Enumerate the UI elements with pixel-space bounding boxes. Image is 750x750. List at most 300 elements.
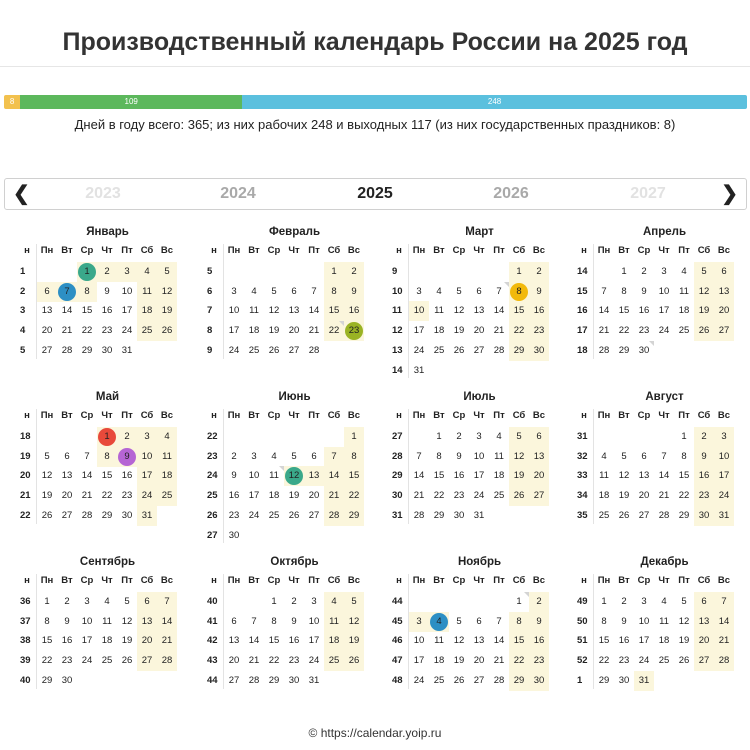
day-cell[interactable] — [674, 282, 694, 302]
day-cell[interactable] — [224, 506, 244, 526]
day-cell[interactable] — [264, 321, 284, 341]
day-cell[interactable] — [634, 341, 654, 361]
day-cell[interactable] — [674, 466, 694, 486]
day-cell[interactable] — [344, 321, 364, 341]
day-cell[interactable] — [157, 486, 177, 506]
day-cell[interactable] — [509, 671, 529, 691]
day-cell[interactable] — [429, 506, 449, 526]
day-cell[interactable] — [694, 427, 714, 447]
day-cell[interactable] — [654, 592, 674, 612]
day-cell[interactable] — [409, 486, 429, 506]
day-cell[interactable] — [324, 282, 344, 302]
day-cell[interactable] — [634, 282, 654, 302]
day-cell[interactable] — [674, 612, 694, 632]
day-cell[interactable] — [304, 651, 324, 671]
day-cell[interactable] — [654, 651, 674, 671]
day-cell[interactable] — [409, 651, 429, 671]
day-cell[interactable] — [77, 651, 97, 671]
day-cell[interactable] — [694, 262, 714, 282]
day-cell[interactable] — [137, 301, 157, 321]
day-cell[interactable] — [594, 301, 614, 321]
day-cell[interactable] — [224, 282, 244, 302]
day-cell[interactable] — [489, 651, 509, 671]
day-cell[interactable] — [594, 612, 614, 632]
day-cell[interactable] — [509, 651, 529, 671]
day-cell[interactable] — [409, 341, 429, 361]
day-cell[interactable] — [97, 651, 117, 671]
day-cell[interactable] — [674, 427, 694, 447]
day-cell[interactable] — [224, 466, 244, 486]
day-cell[interactable] — [429, 486, 449, 506]
day-cell[interactable] — [529, 592, 549, 612]
day-cell[interactable] — [674, 262, 694, 282]
day-cell[interactable] — [284, 631, 304, 651]
day-cell[interactable] — [77, 301, 97, 321]
day-cell[interactable] — [634, 612, 654, 632]
day-cell[interactable] — [344, 447, 364, 467]
day-cell[interactable] — [264, 592, 284, 612]
day-cell[interactable] — [117, 466, 137, 486]
day-cell[interactable] — [117, 612, 137, 632]
day-cell[interactable] — [409, 361, 429, 381]
day-cell[interactable] — [304, 612, 324, 632]
day-cell[interactable] — [244, 447, 264, 467]
day-cell[interactable] — [674, 447, 694, 467]
day-cell[interactable] — [614, 612, 634, 632]
day-cell[interactable] — [157, 301, 177, 321]
day-cell[interactable] — [594, 341, 614, 361]
day-cell[interactable] — [37, 486, 57, 506]
day-cell[interactable] — [344, 282, 364, 302]
day-cell[interactable] — [224, 526, 244, 546]
day-cell[interactable] — [244, 631, 264, 651]
day-cell[interactable] — [489, 612, 509, 632]
day-cell[interactable] — [344, 631, 364, 651]
day-cell[interactable] — [449, 486, 469, 506]
day-cell[interactable] — [509, 262, 529, 282]
day-cell[interactable] — [614, 301, 634, 321]
day-cell[interactable] — [137, 447, 157, 467]
day-cell[interactable] — [449, 301, 469, 321]
day-cell[interactable] — [529, 282, 549, 302]
day-cell[interactable] — [324, 612, 344, 632]
day-cell[interactable] — [634, 506, 654, 526]
day-cell[interactable] — [634, 466, 654, 486]
day-cell[interactable] — [594, 486, 614, 506]
day-cell[interactable] — [264, 447, 284, 467]
day-cell[interactable] — [469, 427, 489, 447]
day-cell[interactable] — [77, 447, 97, 467]
day-cell[interactable] — [529, 466, 549, 486]
day-cell[interactable] — [674, 592, 694, 612]
day-cell[interactable] — [344, 427, 364, 447]
day-cell[interactable] — [594, 321, 614, 341]
day-cell[interactable] — [529, 447, 549, 467]
day-cell[interactable] — [509, 592, 529, 612]
day-cell[interactable] — [137, 592, 157, 612]
day-cell[interactable] — [614, 262, 634, 282]
day-cell[interactable] — [97, 341, 117, 361]
day-cell[interactable] — [97, 301, 117, 321]
day-cell[interactable] — [224, 301, 244, 321]
day-cell[interactable] — [344, 486, 364, 506]
day-cell[interactable] — [509, 282, 529, 302]
day-cell[interactable] — [117, 651, 137, 671]
day-cell[interactable] — [284, 592, 304, 612]
day-cell[interactable] — [449, 321, 469, 341]
day-cell[interactable] — [77, 592, 97, 612]
day-cell[interactable] — [264, 486, 284, 506]
day-cell[interactable] — [77, 612, 97, 632]
day-cell[interactable] — [264, 466, 284, 486]
day-cell[interactable] — [634, 301, 654, 321]
day-cell[interactable] — [157, 282, 177, 302]
day-cell[interactable] — [594, 506, 614, 526]
day-cell[interactable] — [614, 671, 634, 691]
day-cell[interactable] — [469, 282, 489, 302]
day-cell[interactable] — [449, 466, 469, 486]
day-cell[interactable] — [244, 671, 264, 691]
day-cell[interactable] — [284, 466, 304, 486]
day-cell[interactable] — [137, 282, 157, 302]
day-cell[interactable] — [304, 631, 324, 651]
day-cell[interactable] — [57, 651, 77, 671]
day-cell[interactable] — [654, 282, 674, 302]
day-cell[interactable] — [37, 671, 57, 691]
day-cell[interactable] — [284, 447, 304, 467]
day-cell[interactable] — [344, 612, 364, 632]
day-cell[interactable] — [117, 447, 137, 467]
day-cell[interactable] — [714, 612, 734, 632]
day-cell[interactable] — [244, 466, 264, 486]
day-cell[interactable] — [304, 506, 324, 526]
day-cell[interactable] — [117, 321, 137, 341]
day-cell[interactable] — [344, 301, 364, 321]
day-cell[interactable] — [117, 486, 137, 506]
day-cell[interactable] — [714, 592, 734, 612]
year-tab-2023[interactable]: 2023 — [85, 185, 121, 202]
day-cell[interactable] — [37, 282, 57, 302]
day-cell[interactable] — [714, 282, 734, 302]
day-cell[interactable] — [97, 321, 117, 341]
day-cell[interactable] — [654, 466, 674, 486]
day-cell[interactable] — [244, 321, 264, 341]
day-cell[interactable] — [409, 631, 429, 651]
day-cell[interactable] — [529, 321, 549, 341]
day-cell[interactable] — [137, 506, 157, 526]
day-cell[interactable] — [304, 671, 324, 691]
day-cell[interactable] — [304, 592, 324, 612]
day-cell[interactable] — [77, 466, 97, 486]
day-cell[interactable] — [449, 671, 469, 691]
day-cell[interactable] — [634, 631, 654, 651]
day-cell[interactable] — [489, 486, 509, 506]
day-cell[interactable] — [264, 506, 284, 526]
day-cell[interactable] — [57, 301, 77, 321]
year-tab-2027[interactable]: 2027 — [630, 185, 666, 202]
day-cell[interactable] — [284, 506, 304, 526]
day-cell[interactable] — [449, 447, 469, 467]
day-cell[interactable] — [529, 486, 549, 506]
day-cell[interactable] — [157, 466, 177, 486]
day-cell[interactable] — [244, 341, 264, 361]
day-cell[interactable] — [489, 671, 509, 691]
day-cell[interactable] — [634, 262, 654, 282]
day-cell[interactable] — [694, 631, 714, 651]
day-cell[interactable] — [117, 631, 137, 651]
day-cell[interactable] — [594, 466, 614, 486]
day-cell[interactable] — [489, 282, 509, 302]
day-cell[interactable] — [489, 301, 509, 321]
day-cell[interactable] — [324, 262, 344, 282]
day-cell[interactable] — [304, 321, 324, 341]
day-cell[interactable] — [344, 262, 364, 282]
day-cell[interactable] — [37, 321, 57, 341]
day-cell[interactable] — [529, 427, 549, 447]
day-cell[interactable] — [509, 631, 529, 651]
day-cell[interactable] — [244, 612, 264, 632]
day-cell[interactable] — [654, 301, 674, 321]
day-cell[interactable] — [409, 671, 429, 691]
day-cell[interactable] — [244, 301, 264, 321]
day-cell[interactable] — [37, 466, 57, 486]
day-cell[interactable] — [77, 506, 97, 526]
day-cell[interactable] — [117, 282, 137, 302]
day-cell[interactable] — [77, 341, 97, 361]
day-cell[interactable] — [117, 301, 137, 321]
day-cell[interactable] — [117, 262, 137, 282]
day-cell[interactable] — [509, 466, 529, 486]
day-cell[interactable] — [614, 592, 634, 612]
day-cell[interactable] — [304, 486, 324, 506]
day-cell[interactable] — [284, 282, 304, 302]
day-cell[interactable] — [614, 506, 634, 526]
day-cell[interactable] — [529, 671, 549, 691]
day-cell[interactable] — [714, 262, 734, 282]
day-cell[interactable] — [614, 341, 634, 361]
day-cell[interactable] — [57, 592, 77, 612]
day-cell[interactable] — [37, 612, 57, 632]
day-cell[interactable] — [97, 592, 117, 612]
day-cell[interactable] — [97, 466, 117, 486]
day-cell[interactable] — [57, 341, 77, 361]
day-cell[interactable] — [324, 447, 344, 467]
day-cell[interactable] — [694, 447, 714, 467]
year-tab-2024[interactable]: 2024 — [220, 185, 256, 202]
day-cell[interactable] — [157, 427, 177, 447]
day-cell[interactable] — [694, 282, 714, 302]
day-cell[interactable] — [469, 447, 489, 467]
day-cell[interactable] — [57, 631, 77, 651]
day-cell[interactable] — [449, 506, 469, 526]
day-cell[interactable] — [264, 341, 284, 361]
day-cell[interactable] — [409, 466, 429, 486]
day-cell[interactable] — [614, 486, 634, 506]
day-cell[interactable] — [594, 592, 614, 612]
day-cell[interactable] — [529, 612, 549, 632]
day-cell[interactable] — [97, 506, 117, 526]
source-link[interactable]: © https://calendar.yoip.ru — [308, 726, 442, 740]
day-cell[interactable] — [77, 321, 97, 341]
day-cell[interactable] — [634, 486, 654, 506]
day-cell[interactable] — [509, 612, 529, 632]
day-cell[interactable] — [137, 427, 157, 447]
day-cell[interactable] — [489, 341, 509, 361]
day-cell[interactable] — [674, 301, 694, 321]
day-cell[interactable] — [634, 671, 654, 691]
day-cell[interactable] — [284, 671, 304, 691]
day-cell[interactable] — [429, 631, 449, 651]
day-cell[interactable] — [654, 506, 674, 526]
day-cell[interactable] — [97, 486, 117, 506]
day-cell[interactable] — [614, 631, 634, 651]
day-cell[interactable] — [344, 506, 364, 526]
day-cell[interactable] — [37, 631, 57, 651]
day-cell[interactable] — [489, 447, 509, 467]
day-cell[interactable] — [137, 631, 157, 651]
day-cell[interactable] — [157, 262, 177, 282]
day-cell[interactable] — [324, 486, 344, 506]
day-cell[interactable] — [509, 321, 529, 341]
day-cell[interactable] — [244, 282, 264, 302]
day-cell[interactable] — [77, 486, 97, 506]
day-cell[interactable] — [97, 447, 117, 467]
day-cell[interactable] — [529, 301, 549, 321]
day-cell[interactable] — [594, 282, 614, 302]
day-cell[interactable] — [614, 466, 634, 486]
day-cell[interactable] — [429, 466, 449, 486]
day-cell[interactable] — [449, 631, 469, 651]
day-cell[interactable] — [714, 447, 734, 467]
next-year-arrow-icon[interactable]: ❯ — [721, 183, 738, 205]
day-cell[interactable] — [117, 592, 137, 612]
day-cell[interactable] — [137, 612, 157, 632]
day-cell[interactable] — [714, 301, 734, 321]
day-cell[interactable] — [614, 651, 634, 671]
day-cell[interactable] — [489, 427, 509, 447]
day-cell[interactable] — [469, 341, 489, 361]
day-cell[interactable] — [654, 447, 674, 467]
day-cell[interactable] — [157, 651, 177, 671]
day-cell[interactable] — [614, 447, 634, 467]
day-cell[interactable] — [449, 651, 469, 671]
day-cell[interactable] — [97, 262, 117, 282]
day-cell[interactable] — [694, 301, 714, 321]
day-cell[interactable] — [509, 427, 529, 447]
day-cell[interactable] — [57, 282, 77, 302]
day-cell[interactable] — [77, 631, 97, 651]
day-cell[interactable] — [137, 651, 157, 671]
day-cell[interactable] — [594, 447, 614, 467]
day-cell[interactable] — [97, 631, 117, 651]
day-cell[interactable] — [304, 447, 324, 467]
day-cell[interactable] — [117, 506, 137, 526]
day-cell[interactable] — [449, 427, 469, 447]
day-cell[interactable] — [409, 612, 429, 632]
day-cell[interactable] — [509, 341, 529, 361]
day-cell[interactable] — [117, 341, 137, 361]
day-cell[interactable] — [429, 651, 449, 671]
day-cell[interactable] — [714, 651, 734, 671]
day-cell[interactable] — [694, 466, 714, 486]
day-cell[interactable] — [409, 321, 429, 341]
day-cell[interactable] — [284, 486, 304, 506]
day-cell[interactable] — [469, 631, 489, 651]
day-cell[interactable] — [634, 592, 654, 612]
day-cell[interactable] — [529, 651, 549, 671]
day-cell[interactable] — [37, 651, 57, 671]
day-cell[interactable] — [714, 486, 734, 506]
day-cell[interactable] — [224, 631, 244, 651]
day-cell[interactable] — [264, 671, 284, 691]
year-tab-2026[interactable]: 2026 — [493, 185, 529, 202]
day-cell[interactable] — [469, 301, 489, 321]
day-cell[interactable] — [324, 651, 344, 671]
day-cell[interactable] — [594, 671, 614, 691]
day-cell[interactable] — [714, 631, 734, 651]
day-cell[interactable] — [244, 486, 264, 506]
day-cell[interactable] — [284, 301, 304, 321]
day-cell[interactable] — [694, 592, 714, 612]
day-cell[interactable] — [117, 427, 137, 447]
day-cell[interactable] — [429, 341, 449, 361]
day-cell[interactable] — [469, 671, 489, 691]
day-cell[interactable] — [57, 466, 77, 486]
day-cell[interactable] — [429, 612, 449, 632]
day-cell[interactable] — [137, 466, 157, 486]
day-cell[interactable] — [344, 592, 364, 612]
day-cell[interactable] — [37, 341, 57, 361]
day-cell[interactable] — [304, 341, 324, 361]
day-cell[interactable] — [157, 631, 177, 651]
day-cell[interactable] — [674, 486, 694, 506]
day-cell[interactable] — [529, 341, 549, 361]
prev-year-arrow-icon[interactable]: ❮ — [13, 183, 30, 205]
day-cell[interactable] — [489, 466, 509, 486]
day-cell[interactable] — [264, 282, 284, 302]
day-cell[interactable] — [654, 612, 674, 632]
day-cell[interactable] — [654, 262, 674, 282]
day-cell[interactable] — [694, 506, 714, 526]
day-cell[interactable] — [137, 262, 157, 282]
day-cell[interactable] — [224, 651, 244, 671]
day-cell[interactable] — [344, 651, 364, 671]
day-cell[interactable] — [429, 447, 449, 467]
day-cell[interactable] — [57, 486, 77, 506]
day-cell[interactable] — [304, 466, 324, 486]
day-cell[interactable] — [674, 631, 694, 651]
day-cell[interactable] — [224, 447, 244, 467]
day-cell[interactable] — [224, 612, 244, 632]
day-cell[interactable] — [614, 282, 634, 302]
day-cell[interactable] — [674, 321, 694, 341]
day-cell[interactable] — [304, 301, 324, 321]
day-cell[interactable] — [489, 631, 509, 651]
day-cell[interactable] — [157, 321, 177, 341]
day-cell[interactable] — [634, 447, 654, 467]
day-cell[interactable] — [284, 341, 304, 361]
day-cell[interactable] — [97, 612, 117, 632]
day-cell[interactable] — [284, 321, 304, 341]
day-cell[interactable] — [429, 321, 449, 341]
day-cell[interactable] — [714, 427, 734, 447]
day-cell[interactable] — [97, 427, 117, 447]
day-cell[interactable] — [409, 301, 429, 321]
day-cell[interactable] — [137, 321, 157, 341]
day-cell[interactable] — [429, 671, 449, 691]
day-cell[interactable] — [594, 651, 614, 671]
day-cell[interactable] — [37, 301, 57, 321]
